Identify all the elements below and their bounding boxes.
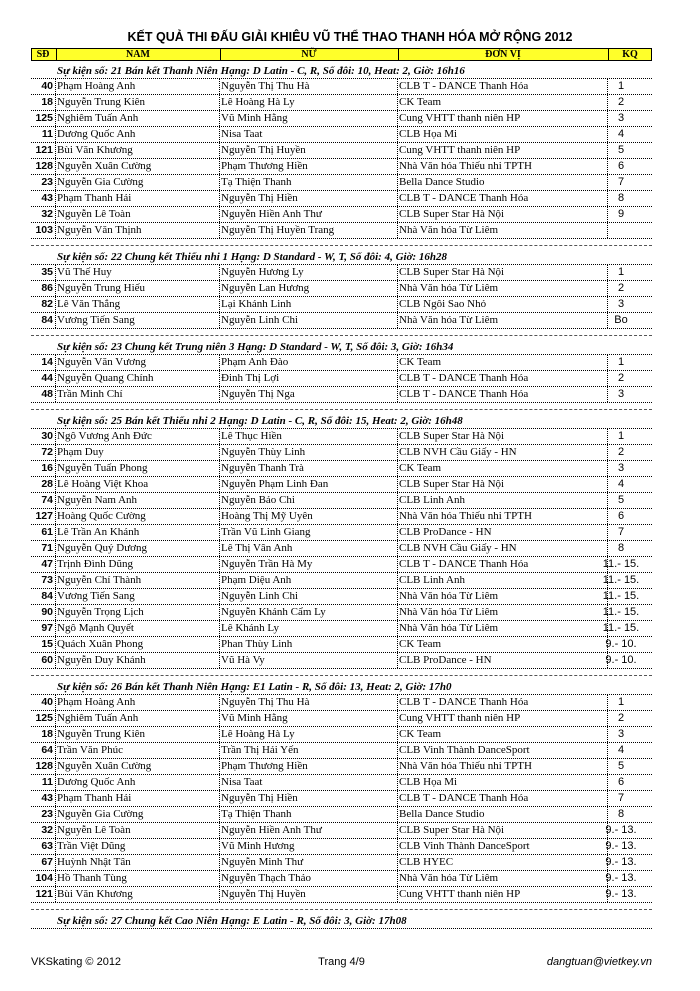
cell-don-vi: Nhà Văn hóa Từ Liêm	[399, 282, 499, 294]
cell-kq: 5	[617, 760, 625, 772]
event-block	[31, 64, 652, 239]
cell-don-vi: Cung VHTT thanh niên HP	[399, 888, 521, 900]
page-title: KẾT QUẢ THI ĐẤU GIẢI KHIÊU VŨ THỂ THAO THANH HÓA MỞ RỘNG 2012	[127, 30, 573, 44]
cell-sd: 15	[41, 638, 53, 650]
cell-nam: Nguyễn Gia Cường	[57, 808, 144, 820]
result-row	[31, 461, 652, 477]
cell-don-vi: Nhà Văn hóa Thiếu nhi TPTH	[399, 760, 532, 772]
cell-sd: 11	[41, 776, 53, 788]
cell-kq: 1	[617, 80, 625, 92]
cell-sd: 23	[41, 176, 53, 188]
cell-nu: Nguyễn Phạm Linh Đan	[221, 478, 329, 490]
cell-nam: Phạm Duy	[57, 446, 104, 458]
cell-don-vi: CLB NVH Cầu Giấy - HN	[399, 542, 517, 554]
cell-kq: 9.- 13.	[605, 888, 637, 900]
cell-nu: Lê Hoàng Hà Ly	[221, 96, 295, 108]
cell-sd: 30	[41, 430, 53, 442]
cell-kq: 4	[617, 744, 625, 756]
result-row	[31, 355, 652, 371]
cell-nam: Lê Hoàng Việt Khoa	[57, 478, 149, 490]
result-row	[31, 143, 652, 159]
cell-nu: Nguyễn Thị Hiền	[221, 792, 298, 804]
cell-nam: Dương Quốc Anh	[57, 776, 136, 788]
cell-nu: Vũ Minh Hương	[221, 840, 295, 852]
cell-nam: Nghiêm Tuấn Anh	[57, 112, 139, 124]
result-row	[31, 387, 652, 403]
cell-sd: 103	[35, 224, 53, 236]
result-row	[31, 653, 652, 669]
cell-nu: Nguyễn Thị Thu Hà	[221, 696, 310, 708]
cell-nu: Vũ Minh Hằng	[221, 712, 288, 724]
cell-nam: Bùi Văn Khương	[57, 888, 133, 900]
result-row	[31, 807, 652, 823]
result-row	[31, 759, 652, 775]
cell-sd: 90	[41, 606, 53, 618]
cell-don-vi: CLB Họa Mi	[399, 776, 458, 788]
result-row	[31, 127, 652, 143]
page-footer	[31, 956, 652, 970]
cell-nu: Phạm Thương Hiền	[221, 760, 308, 772]
cell-don-vi: CLB ProDance - HN	[399, 654, 492, 666]
cell-kq: 2	[617, 372, 625, 384]
cell-kq: 8	[617, 192, 625, 204]
cell-sd: 104	[35, 872, 53, 884]
cell-nam: Nguyễn Lê Toàn	[57, 824, 131, 836]
cell-sd: 14	[41, 356, 53, 368]
cell-kq: 9.- 13.	[605, 840, 637, 852]
cell-don-vi: CLB Super Star Hà Nội	[399, 824, 505, 836]
cell-don-vi: CK Team	[399, 728, 442, 740]
cell-kq: 11.- 15.	[602, 558, 640, 570]
cell-nu: Nisa Taat	[221, 776, 263, 788]
cell-don-vi: CLB Super Star Hà Nội	[399, 266, 505, 278]
cell-sd: 11	[41, 128, 53, 140]
cell-sd: 73	[41, 574, 53, 586]
cell-nam: Phạm Hoàng Anh	[57, 696, 136, 708]
cell-don-vi: CLB Super Star Hà Nội	[399, 478, 505, 490]
cell-nam: Trần Việt Dũng	[57, 840, 126, 852]
cell-kq: 1	[617, 696, 625, 708]
result-row	[31, 429, 652, 445]
cell-sd: 84	[41, 314, 53, 326]
cell-nu: Nguyễn Thị Thu Hà	[221, 80, 310, 92]
event-title: Sự kiện số: 23 Chung kết Trung niên 3 Hạng: D Standard - W, T, Số đôi: 3, Giờ: 16h34	[31, 340, 652, 355]
event-separator	[31, 335, 652, 336]
cell-sd: 127	[35, 510, 53, 522]
result-row	[31, 589, 652, 605]
cell-sd: 64	[41, 744, 53, 756]
result-row	[31, 509, 652, 525]
cell-nu: Nguyễn Khánh Cẩm Ly	[221, 606, 326, 618]
event-title: Sự kiện số: 22 Chung kết Thiếu nhi 1 Hạng: D Standard - W, T, Số đôi: 4, Giờ: 16h28	[31, 250, 652, 265]
cell-sd: 86	[41, 282, 53, 294]
cell-nu: Nguyễn Linh Chi	[221, 314, 298, 326]
cell-nu: Phạm Diệu Anh	[221, 574, 292, 586]
header-nam: NAM	[126, 49, 150, 60]
cell-don-vi: Cung VHTT thanh niên HP	[399, 112, 521, 124]
result-row	[31, 265, 652, 281]
cell-don-vi: CLB T - DANCE Thanh Hóa	[399, 696, 529, 708]
cell-don-vi: CLB Vinh Thành DanceSport	[399, 744, 530, 756]
event-block	[31, 680, 652, 903]
cell-nu: Nguyễn Thạch Thảo	[221, 872, 312, 884]
cell-nu: Phạm Thương Hiền	[221, 160, 308, 172]
cell-nu: Vũ Hà Vy	[221, 654, 265, 666]
cell-sd: 23	[41, 808, 53, 820]
cell-don-vi: Cung VHTT thanh niên HP	[399, 712, 521, 724]
cell-sd: 47	[41, 558, 53, 570]
cell-kq: 11.- 15.	[602, 574, 640, 586]
cell-don-vi: CLB Linh Anh	[399, 574, 466, 586]
cell-don-vi: CLB Super Star Hà Nội	[399, 208, 505, 220]
cell-nu: Hoàng Thị Mỹ Uyên	[221, 510, 313, 522]
event-separator	[31, 909, 652, 910]
result-row	[31, 223, 652, 239]
result-row	[31, 541, 652, 557]
cell-sd: 121	[35, 888, 53, 900]
cell-sd: 84	[41, 590, 53, 602]
cell-nu: Đinh Thị Lợi	[221, 372, 280, 384]
cell-nu: Nguyễn Thị Nga	[221, 388, 295, 400]
cell-nam: Nguyễn Trung Hiếu	[57, 282, 146, 294]
result-row	[31, 637, 652, 653]
result-row	[31, 281, 652, 297]
cell-nu: Nguyễn Thanh Trà	[221, 462, 304, 474]
cell-don-vi: CLB T - DANCE Thanh Hóa	[399, 192, 529, 204]
cell-don-vi: CLB Vinh Thành DanceSport	[399, 840, 530, 852]
cell-sd: 72	[41, 446, 53, 458]
header-don-vi: ĐƠN VỊ	[485, 49, 521, 60]
cell-kq: 9.- 13.	[605, 824, 637, 836]
cell-nam: Ngô Mạnh Quyết	[57, 622, 134, 634]
cell-sd: 60	[41, 654, 53, 666]
cell-kq: 9.- 10.	[605, 638, 637, 650]
cell-nam: Phạm Hoàng Anh	[57, 80, 136, 92]
cell-don-vi: CK Team	[399, 638, 442, 650]
cell-don-vi: CLB T - DANCE Thanh Hóa	[399, 80, 529, 92]
cell-nam: Hồ Thanh Tùng	[57, 872, 127, 884]
cell-nu: Lê Khánh Ly	[221, 622, 280, 634]
cell-sd: 121	[35, 144, 53, 156]
result-row	[31, 445, 652, 461]
result-row	[31, 207, 652, 223]
cell-kq: 3	[617, 728, 625, 740]
event-title: Sự kiện số: 25 Bán kết Thiếu nhi 2 Hạng: D Latin - C, R, Số đôi: 15, Heat: 2, Giờ: 16h48	[31, 414, 652, 429]
cell-nam: Nguyễn Gia Cường	[57, 176, 144, 188]
cell-don-vi: CLB Họa Mi	[399, 128, 458, 140]
event-block	[31, 250, 652, 329]
cell-nam: Nguyễn Chí Thành	[57, 574, 142, 586]
result-row	[31, 477, 652, 493]
cell-don-vi: Bella Dance Studio	[399, 808, 485, 820]
cell-don-vi: CLB T - DANCE Thanh Hóa	[399, 372, 529, 384]
cell-kq: 11.- 15.	[602, 606, 640, 618]
result-row	[31, 95, 652, 111]
footer-copyright: VKSkating © 2012	[31, 956, 122, 968]
cell-don-vi: CK Team	[399, 356, 442, 368]
cell-kq: 2	[617, 96, 625, 108]
cell-sd: 35	[41, 266, 53, 278]
result-row	[31, 111, 652, 127]
cell-nu: Trần Vũ Linh Giang	[221, 526, 311, 538]
cell-don-vi: CK Team	[399, 96, 442, 108]
cell-don-vi: Nhà Văn hóa Từ Liêm	[399, 590, 499, 602]
result-row	[31, 605, 652, 621]
result-row	[31, 621, 652, 637]
cell-nu: Lê Thị Vân Anh	[221, 542, 293, 554]
cell-sd: 43	[41, 792, 53, 804]
result-row	[31, 493, 652, 509]
cell-nu: Nguyễn Bảo Chi	[221, 494, 295, 506]
cell-nam: Trần Văn Phúc	[57, 744, 124, 756]
cell-kq: 2	[617, 446, 625, 458]
cell-sd: 48	[41, 388, 53, 400]
result-row	[31, 175, 652, 191]
cell-sd: 32	[41, 824, 53, 836]
footer-page-number: Trang 4/9	[318, 956, 365, 968]
cell-kq: 9.- 13.	[605, 872, 637, 884]
cell-nu: Nguyễn Minh Thư	[221, 856, 304, 868]
result-row	[31, 159, 652, 175]
cell-nu: Tạ Thiện Thanh	[221, 808, 292, 820]
cell-nu: Nguyễn Hiền Anh Thư	[221, 208, 322, 220]
cell-kq: Bo	[614, 314, 628, 326]
cell-nam: Lê Trần An Khánh	[57, 526, 140, 538]
cell-sd: 125	[35, 712, 53, 724]
cell-nu: Vũ Minh Hằng	[221, 112, 288, 124]
cell-sd: 32	[41, 208, 53, 220]
event-separator	[31, 409, 652, 410]
cell-kq: 8	[617, 808, 625, 820]
cell-nam: Nguyễn Văn Vương	[57, 356, 146, 368]
result-row	[31, 695, 652, 711]
cell-nam: Nguyễn Lê Toàn	[57, 208, 131, 220]
cell-sd: 63	[41, 840, 53, 852]
cell-sd: 18	[41, 728, 53, 740]
cell-sd: 74	[41, 494, 53, 506]
cell-nam: Nguyễn Trung Kiên	[57, 96, 146, 108]
cell-don-vi: Nhà Văn hóa Thiếu nhi TPTH	[399, 160, 532, 172]
cell-nu: Nguyễn Hương Ly	[221, 266, 304, 278]
result-row	[31, 79, 652, 95]
cell-nam: Nguyễn Quang Chính	[57, 372, 154, 384]
cell-kq: 5	[617, 144, 625, 156]
result-row	[31, 887, 652, 903]
footer-email: dangtuan@vietkey.vn	[546, 956, 652, 968]
cell-don-vi: CLB NVH Cầu Giấy - HN	[399, 446, 517, 458]
cell-kq: 6	[617, 160, 625, 172]
cell-nu: Nguyễn Trần Hà My	[221, 558, 313, 570]
cell-kq: 4	[617, 478, 625, 490]
cell-sd: 40	[41, 80, 53, 92]
cell-nam: Trần Minh Chí	[57, 388, 123, 400]
event-separator	[31, 245, 652, 246]
cell-kq: 6	[617, 776, 625, 788]
cell-kq: 3	[617, 388, 625, 400]
result-row	[31, 775, 652, 791]
cell-don-vi: Nhà Văn hóa Từ Liêm	[399, 622, 499, 634]
cell-kq: 11.- 15.	[602, 590, 640, 602]
cell-nu: Phạm Anh Đào	[221, 356, 289, 368]
event-block	[31, 414, 652, 669]
cell-don-vi: Cung VHTT thanh niên HP	[399, 144, 521, 156]
cell-sd: 71	[41, 542, 53, 554]
cell-nam: Nghiêm Tuấn Anh	[57, 712, 139, 724]
cell-sd: 43	[41, 192, 53, 204]
cell-kq: 5	[617, 494, 625, 506]
result-row	[31, 791, 652, 807]
cell-kq: 2	[617, 282, 625, 294]
result-row	[31, 525, 652, 541]
cell-sd: 61	[41, 526, 53, 538]
cell-kq: 3	[617, 298, 625, 310]
cell-kq: 9	[617, 208, 625, 220]
cell-don-vi: Nhà Văn hóa Thiếu nhi TPTH	[399, 510, 532, 522]
cell-nam: Huỳnh Nhật Tân	[57, 856, 131, 868]
cell-don-vi: Nhà Văn hóa Từ Liêm	[399, 224, 499, 236]
result-row	[31, 823, 652, 839]
cell-sd: 128	[35, 160, 53, 172]
result-row	[31, 727, 652, 743]
cell-kq: 1	[617, 356, 625, 368]
result-row	[31, 313, 652, 329]
cell-nam: Phạm Thanh Hải	[57, 792, 132, 804]
results-table	[31, 62, 652, 929]
cell-kq: 7	[617, 526, 625, 538]
cell-kq: 8	[617, 542, 625, 554]
cell-don-vi: CLB Linh Anh	[399, 494, 466, 506]
cell-sd: 82	[41, 298, 53, 310]
header-kq: KQ	[622, 49, 638, 60]
result-row	[31, 855, 652, 871]
cell-nam: Nguyễn Văn Thịnh	[57, 224, 142, 236]
cell-nu: Nguyễn Thị Huyền Trang	[221, 224, 335, 236]
cell-sd: 28	[41, 478, 53, 490]
cell-nu: Nguyễn Lan Hương	[221, 282, 310, 294]
cell-kq: 11.- 15.	[602, 622, 640, 634]
cell-nu: Nguyễn Thị Huyền	[221, 888, 306, 900]
cell-nam: Bùi Văn Khương	[57, 144, 133, 156]
cell-kq: 6	[617, 510, 625, 522]
cell-kq: 3	[617, 112, 625, 124]
cell-don-vi: CLB ProDance - HN	[399, 526, 492, 538]
result-row	[31, 743, 652, 759]
cell-nu: Lê Hoàng Hà Ly	[221, 728, 295, 740]
cell-nam: Quách Xuân Phong	[57, 638, 144, 650]
cell-nu: Nguyễn Linh Chi	[221, 590, 298, 602]
cell-nu: Tạ Thiện Thanh	[221, 176, 292, 188]
cell-nu: Nguyễn Hiền Anh Thư	[221, 824, 322, 836]
cell-kq: 3	[617, 462, 625, 474]
cell-sd: 44	[41, 372, 53, 384]
cell-nu: Trần Thị Hải Yến	[221, 744, 299, 756]
cell-nam: Nguyễn Quý Dương	[57, 542, 147, 554]
header-sd: SĐ	[36, 49, 50, 60]
cell-nam: Ngô Vương Anh Đức	[57, 430, 152, 442]
cell-nam: Nguyễn Tuấn Phong	[57, 462, 148, 474]
cell-kq: 7	[617, 792, 625, 804]
result-row	[31, 839, 652, 855]
cell-don-vi: Bella Dance Studio	[399, 176, 485, 188]
cell-don-vi: CLB Ngôi Sao Nhỏ	[399, 298, 487, 310]
cell-don-vi: Nhà Văn hóa Từ Liêm	[399, 314, 499, 326]
cell-nu: Nguyễn Thị Hiền	[221, 192, 298, 204]
cell-nu: Lê Thục Hiền	[221, 430, 282, 442]
cell-nam: Vương Tiến Sang	[57, 590, 135, 602]
cell-don-vi: Nhà Văn hóa Từ Liêm	[399, 606, 499, 618]
cell-nam: Nguyễn Duy Khánh	[57, 654, 146, 666]
cell-nam: Nguyễn Xuân Cường	[57, 760, 152, 772]
event-block	[31, 340, 652, 403]
cell-don-vi: CLB HYEC	[399, 856, 454, 868]
cell-sd: 125	[35, 112, 53, 124]
cell-nam: Vương Tiến Sang	[57, 314, 135, 326]
result-row	[31, 371, 652, 387]
cell-nam: Dương Quốc Anh	[57, 128, 136, 140]
event-title: Sự kiện số: 26 Bán kết Thanh Niên Hạng: E1 Latin - R, Số đôi: 13, Heat: 2, Giờ: 17h0	[31, 680, 652, 695]
cell-sd: 67	[41, 856, 53, 868]
cell-nam: Nguyễn Xuân Cường	[57, 160, 152, 172]
cell-kq: 9.- 13.	[605, 856, 637, 868]
cell-sd: 97	[41, 622, 53, 634]
cell-kq: 1	[617, 430, 625, 442]
cell-kq: 1	[617, 266, 625, 278]
result-row	[31, 191, 652, 207]
cell-don-vi: CLB T - DANCE Thanh Hóa	[399, 388, 529, 400]
event-separator	[31, 675, 652, 676]
cell-kq: 4	[617, 128, 625, 140]
cell-kq: 9.- 10.	[605, 654, 637, 666]
cell-sd: 40	[41, 696, 53, 708]
event-title: Sự kiện số: 27 Chung kết Cao Niên Hạng: E Latin - R, Số đôi: 3, Giờ: 17h08	[31, 914, 652, 929]
cell-nam: Nguyễn Nam Anh	[57, 494, 138, 506]
result-row	[31, 711, 652, 727]
header-nu: NỮ	[301, 49, 317, 60]
result-row	[31, 573, 652, 589]
cell-sd: 128	[35, 760, 53, 772]
cell-don-vi: CLB Super Star Hà Nội	[399, 430, 505, 442]
cell-sd: 18	[41, 96, 53, 108]
cell-don-vi: CLB T - DANCE Thanh Hóa	[399, 558, 529, 570]
cell-nam: Vũ Thế Huy	[57, 266, 112, 278]
cell-don-vi: CK Team	[399, 462, 442, 474]
cell-nam: Phạm Thanh Hải	[57, 192, 132, 204]
cell-nam: Nguyễn Trung Kiên	[57, 728, 146, 740]
cell-nam: Lê Văn Thắng	[57, 298, 121, 310]
cell-don-vi: CLB T - DANCE Thanh Hóa	[399, 792, 529, 804]
result-row	[31, 297, 652, 313]
cell-nam: Trịnh Đình Dũng	[57, 558, 133, 570]
cell-sd: 16	[41, 462, 53, 474]
cell-nu: Phan Thùy Linh	[221, 638, 293, 650]
event-block	[31, 914, 652, 929]
result-row	[31, 557, 652, 573]
cell-don-vi: Nhà Văn hóa Từ Liêm	[399, 872, 499, 884]
cell-kq: 7	[617, 176, 625, 188]
cell-kq: 2	[617, 712, 625, 724]
cell-nu: Lại Khánh Linh	[221, 298, 292, 310]
cell-nu: Nguyễn Thùy Linh	[221, 446, 306, 458]
cell-nu: Nisa Taat	[221, 128, 263, 140]
cell-nam: Hoàng Quốc Cường	[57, 510, 146, 522]
cell-nu: Nguyễn Thị Huyền	[221, 144, 306, 156]
result-row	[31, 871, 652, 887]
event-title: Sự kiện số: 21 Bán kết Thanh Niên Hạng: D Latin - C, R, Số đôi: 10, Heat: 2, Giờ: 16h16	[31, 64, 652, 79]
cell-nam: Nguyễn Trọng Lịch	[57, 606, 144, 618]
table-header	[31, 48, 652, 61]
